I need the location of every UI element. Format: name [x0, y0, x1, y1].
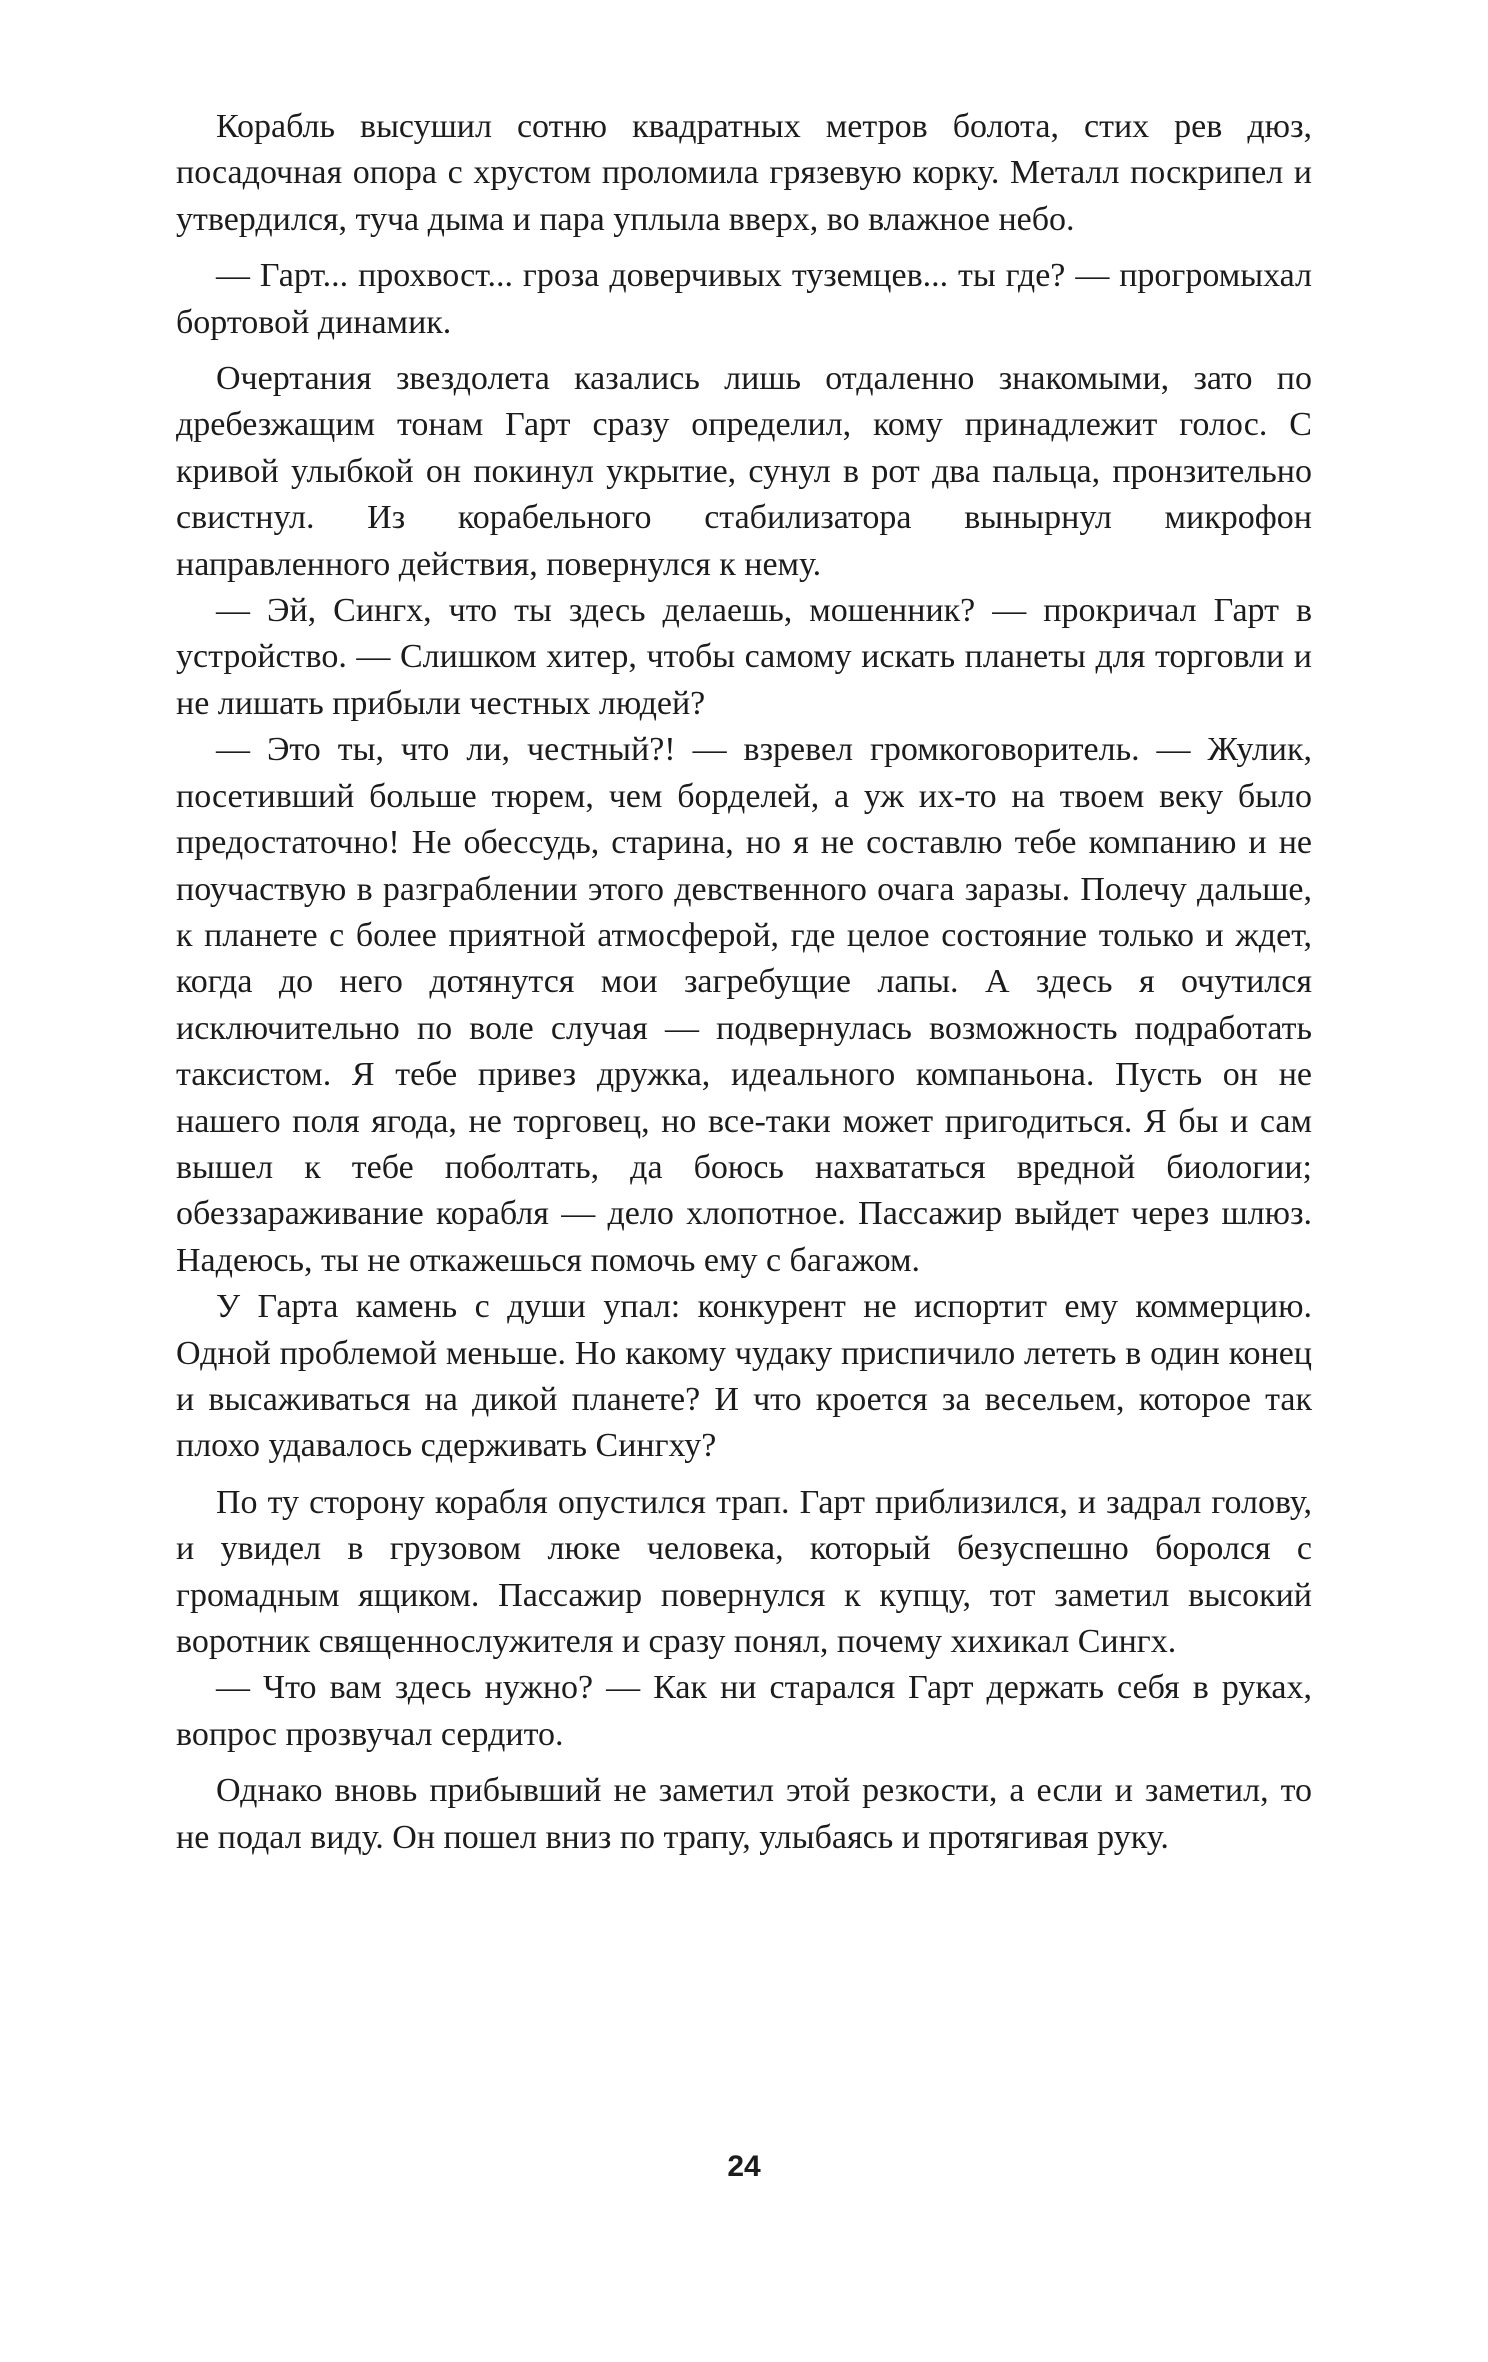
paragraph: Корабль высушил сотню квадратных метров болота, стих рев дюз, посадочная опора с хрустом проломила грязевую корку. Металл поскрипел и утвердился, туча дыма и пара уплыла вверх, во влажное небо.	[176, 108, 1312, 238]
paragraph: — Гарт... прохвост... гроза доверчивых туземцев... ты где? — прогромыхал бортовой динамик.	[176, 257, 1312, 341]
paragraph: Однако вновь прибывший не заметил этой резкости, а если и заметил, то не подал виду. Он пошел вниз по трапу, улыбаясь и протягивая руку.	[176, 1772, 1312, 1856]
paragraph: У Гарта камень с души упал: конкурент не испортит ему коммерцию. Одной проблемой меньше. Но какому чудаку приспичило лететь в один конец и высаживаться на дикой планете? И что кроется за весельем, которое так плохо удавалось сдерживать Сингху?	[176, 1288, 1312, 1465]
page-number: 24	[727, 2150, 761, 2183]
body-text	[176, 104, 1312, 1861]
paragraph: — Что вам здесь нужно? — Как ни старался Гарт держать себя в руках, вопрос прозвучал сердито.	[176, 1669, 1312, 1753]
paragraph: По ту сторону корабля опустился трап. Гарт приблизился, и задрал голову, и увидел в грузовом люке человека, который безуспешно боролся с громадным ящиком. Пассажир повернулся к купцу, тот заметил высокий воротник священнослужителя и сразу понял, почему хихикал Сингх.	[176, 1483, 1312, 1660]
paragraph: — Это ты, что ли, честный?! — взревел громкоговоритель. — Жулик, посетивший больше тюрем, чем борделей, а уж их-то на твоем веку было предостаточно! Не обессудь, старина, но я не составлю тебе компанию и не поучаствую в разграблении этого девственного очага заразы. Полечу дальше, к планете с более приятной атмосферой, где целое состояние только и ждет, когда до него дотянутся мои загребущие лапы. А здесь я очутился исключительно по воле случая — подвернулась возможность подработать таксистом. Я тебе привез дружка, идеального компаньона. Пусть он не нашего поля ягода, не торговец, но все-таки может пригодиться. Я бы и сам вышел к тебе поболтать, да боюсь нахвататься вредной биологии; обеззараживание корабля — дело хлопотное. Пассажир выйдет через шлюз. Надеюсь, ты не откажешься помочь ему с багажом.	[176, 731, 1312, 1279]
paragraph: Очертания звездолета казались лишь отдаленно знакомыми, зато по дребезжащим тонам Гарт сразу определил, кому принадлежит голос. С кривой улыбкой он покинул укрытие, сунул в рот два пальца, пронзительно свистнул. Из корабельного стабилизатора вынырнул микрофон направленного действия, повернулся к нему.	[176, 360, 1312, 583]
paragraph: — Эй, Сингх, что ты здесь делаешь, мошенник? — прокричал Гарт в устройство. — Слишком хитер, чтобы самому искать планеты для торговли и не лишать прибыли честных людей?	[176, 592, 1312, 722]
